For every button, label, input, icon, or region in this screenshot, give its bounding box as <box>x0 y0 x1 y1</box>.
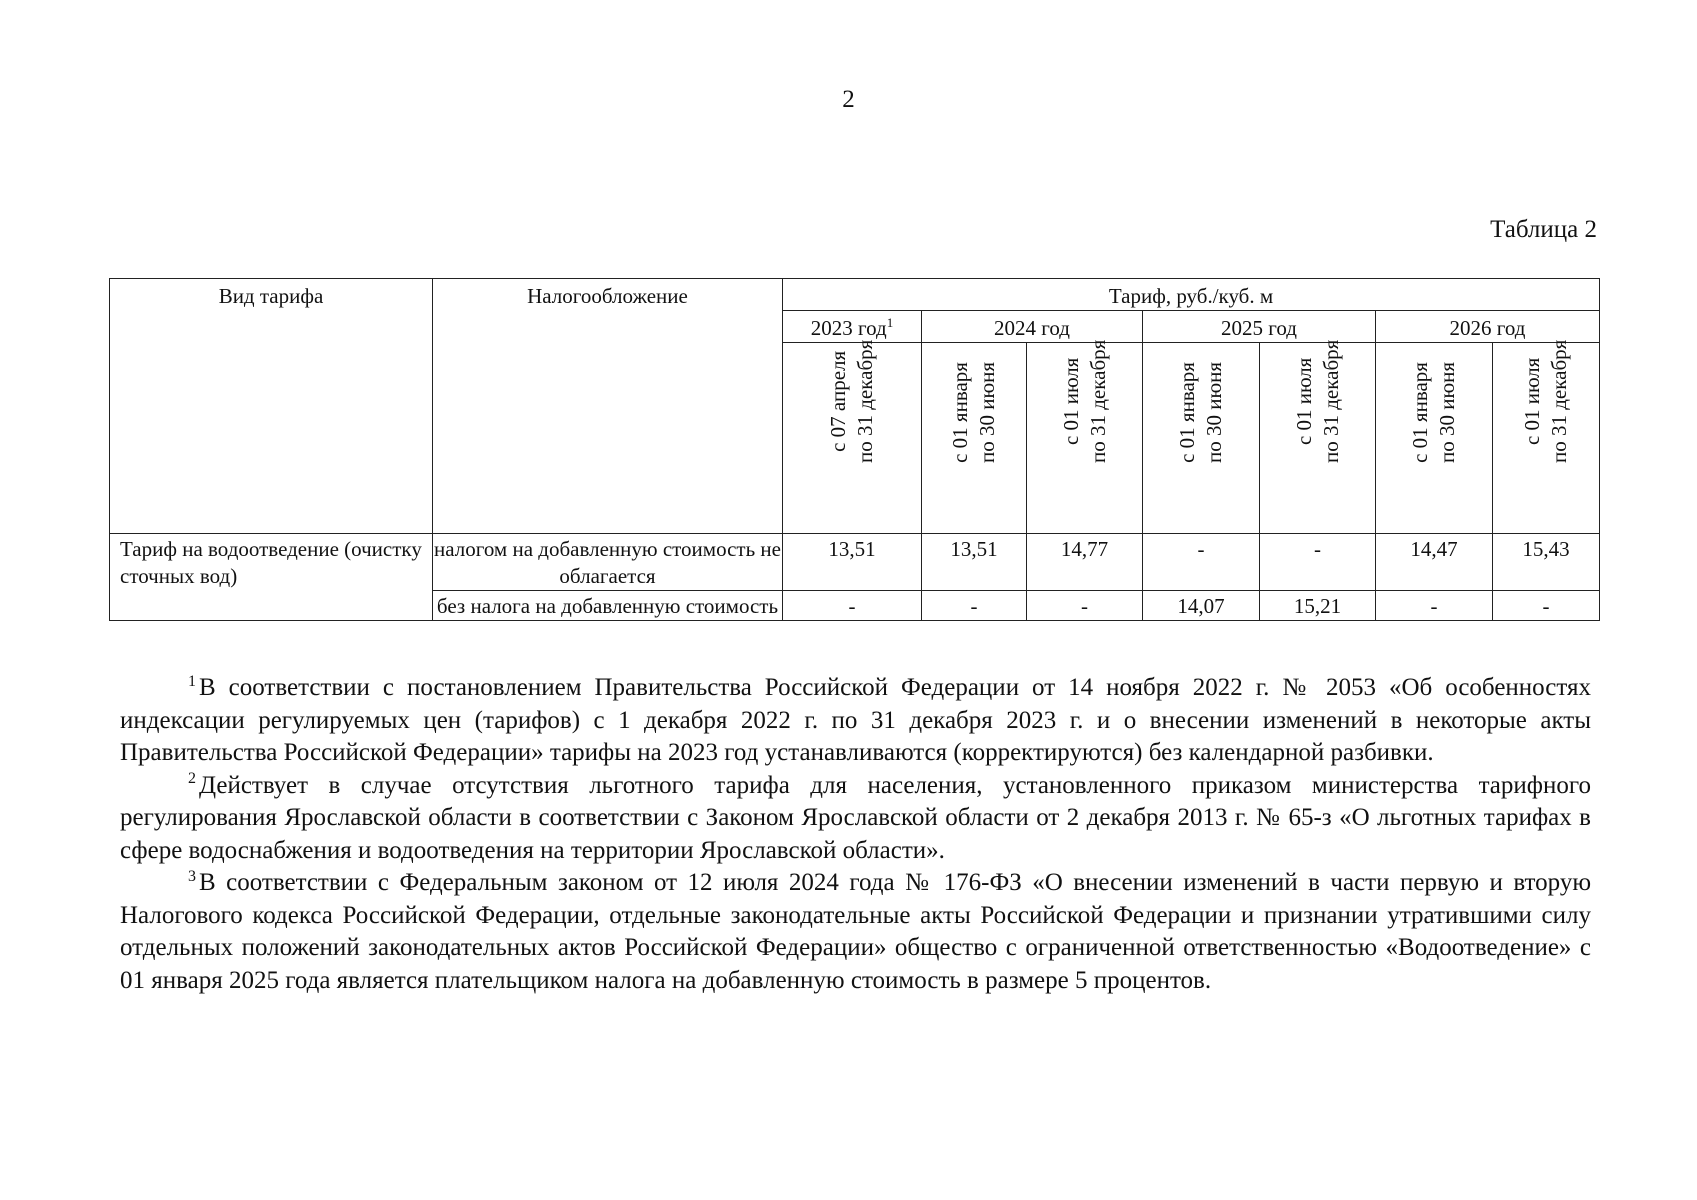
header-period: с 01 января по 30 июня <box>1143 343 1260 534</box>
footnote-1 <box>120 672 1591 770</box>
value-cell: 13,51 <box>922 534 1027 591</box>
header-period: с 07 апреля по 31 декабря <box>783 343 922 534</box>
tariff-table <box>109 278 1600 621</box>
table-caption: Таблица 2 <box>1490 216 1597 243</box>
taxation-cell: налогом на добавленную стоимость не облагается <box>433 534 783 591</box>
footnote-2 <box>120 770 1591 868</box>
footnote-mark: 1 <box>188 672 196 690</box>
footnote-text: В соответствии с Федеральным законом от 12 июля 2024 года № 176-ФЗ «О внесении изменений в части первую и вторую Налогового кодекса Российской Федерации, отдельные законодательные акты Российской Федерации и признании утратившими силу отдельных положений законодательных актов Российской Федерации» общество с ограниченной ответственностью «Водоотведение» с 01 января 2025 года является плательщиком налога на добавленную стоимость в размере 5 процентов. <box>120 869 1591 994</box>
header-year-2023: 2023 год$^1$ <box>783 311 922 343</box>
value-cell: 15,43 <box>1493 534 1600 591</box>
footnote-mark: 3 <box>188 867 196 885</box>
taxation-cell: без налога на добавленную стоимость <box>433 591 783 621</box>
footnotes <box>120 672 1591 997</box>
table-row <box>110 534 1600 591</box>
header-taxation: Налогообложение <box>433 279 783 534</box>
header-tariff-unit: Тариф, руб./куб. м <box>783 279 1600 311</box>
value-cell: - <box>922 591 1027 621</box>
header-tariff-type: Вид тарифа <box>110 279 433 534</box>
value-cell: 14,47 <box>1376 534 1493 591</box>
value-cell: - <box>1493 591 1600 621</box>
value-cell: - <box>1376 591 1493 621</box>
footnote-3 <box>120 867 1591 997</box>
header-period: с 01 июля по 31 декабря <box>1260 343 1376 534</box>
header-year-2026: 2026 год <box>1376 311 1600 343</box>
value-cell: - <box>1260 534 1376 591</box>
footnote-mark: 2 <box>188 770 196 788</box>
header-row-main <box>110 279 1600 311</box>
header-period: с 01 июля по 31 декабря <box>1027 343 1143 534</box>
value-cell: - <box>783 591 922 621</box>
page-number: 2 <box>842 86 855 113</box>
header-period: с 01 января по 30 июня <box>922 343 1027 534</box>
footnote-ref-1: 1 <box>886 315 894 330</box>
value-cell: - <box>1027 591 1143 621</box>
tariff-type-cell: Тариф на водоотведение (очистку сточных вод) <box>110 534 433 621</box>
value-cell: 15,21 <box>1260 591 1376 621</box>
value-cell: 14,07 <box>1143 591 1260 621</box>
value-cell: 14,77 <box>1027 534 1143 591</box>
footnote-text: В соответствии с постановлением Правительства Российской Федерации от 14 ноября 2022 г. № 2053 «Об особенностях индексации регулируемых цен (тарифов) с 1 декабря 2022 г. по 31 декабря 2023 г. и о внесении изменений в некоторые акты Правительства Российской Федерации» тарифы на 2023 год устанавливаются (корректируются) без календарной разбивки. <box>120 674 1591 766</box>
footnote-text: Действует в случае отсутствия льготного тарифа для населения, установленного приказом министерства тарифного регулирования Ярославской области в соответствии с Законом Ярославской области от 2 декабря 2013 г. № 65-з «О льготных тарифах в сфере водоснабжения и водоотведения на территории Ярославской области». <box>120 771 1591 864</box>
value-cell: - <box>1143 534 1260 591</box>
header-period: с 01 января по 30 июня <box>1376 343 1493 534</box>
header-period: с 01 июля по 31 декабря <box>1493 343 1600 534</box>
header-year-2025: 2025 год <box>1143 311 1376 343</box>
value-cell: 13,51 <box>783 534 922 591</box>
header-year-2024: 2024 год <box>922 311 1143 343</box>
